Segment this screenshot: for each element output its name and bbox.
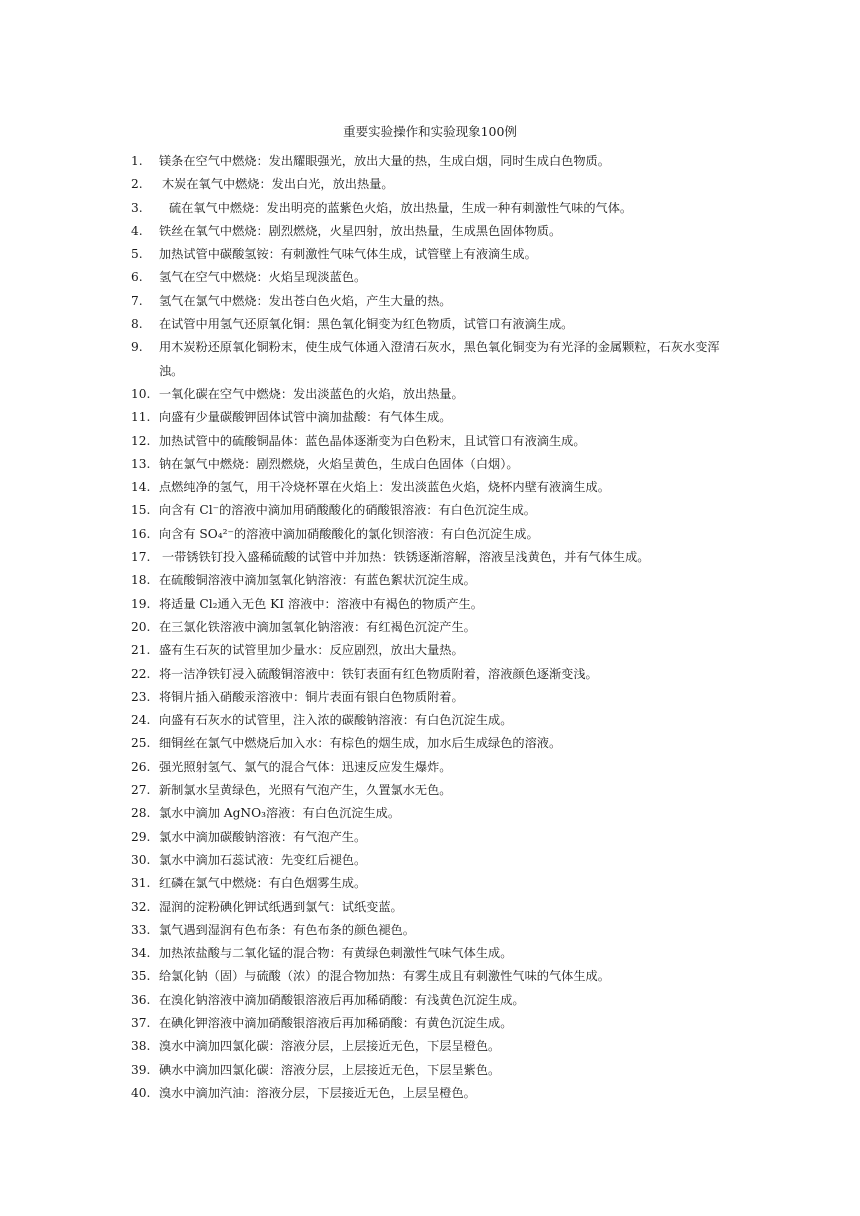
item-number: 9. (131, 340, 143, 355)
list-item (0, 1035, 860, 1058)
item-number: 4. (131, 223, 143, 238)
list-item (0, 336, 860, 383)
item-text: 加热试管中碳酸氢铵：有刺激性气味气体生成，试管壁上有液滴生成。 (159, 247, 537, 262)
list-item (0, 802, 860, 825)
list-item (0, 593, 860, 616)
item-text: 在碘化钾溶液中滴加硝酸银溶液后再加稀硝酸：有黄色沉淀生成。 (159, 1015, 513, 1030)
item-text: 氯水中滴加石蕊试液：先变红后褪色。 (159, 852, 367, 867)
item-text: 用木炭粉还原氧化铜粉末，使生成气体通入澄清石灰水，黑色氧化铜变为有光泽的金属颗粒，石灰水变浑浊。 (159, 340, 720, 378)
list-item (0, 709, 860, 732)
item-number: 27. (131, 783, 151, 798)
list-item (0, 243, 860, 266)
list-item (0, 1082, 860, 1105)
item-text: 红磷在氯气中燃烧：有白色烟雾生成。 (159, 876, 367, 891)
item-text: 新制氯水呈黄绿色，光照有气泡产生，久置氯水无色。 (159, 783, 452, 798)
item-text: 氢气在氯气中燃烧：发出苍白色火焰，产生大量的热。 (159, 293, 452, 308)
list-item (0, 523, 860, 546)
item-text: 氯气遇到湿润有色布条：有色布条的颜色褪色。 (159, 922, 415, 937)
list-item (0, 453, 860, 476)
item-text: 强光照射氢气、氯气的混合气体：迅速反应发生爆炸。 (159, 759, 452, 774)
item-number: 5. (131, 247, 143, 262)
item-number: 2. (131, 177, 143, 192)
list-item (0, 686, 860, 709)
list-item (0, 1012, 860, 1035)
item-text: 氯水中滴加 AgNO₃溶液：有白色沉淀生成。 (159, 806, 401, 821)
item-text: 将一洁净铁钉浸入硫酸铜溶液中：铁钉表面有红色物质附着，溶液颜色逐渐变浅。 (159, 666, 598, 681)
list-item (0, 826, 860, 849)
list-item (0, 779, 860, 802)
list-item (0, 872, 860, 895)
item-text: 硫在氧气中燃烧：发出明亮的蓝紫色火焰，放出热量，生成一种有刺激性气味的气体。 (169, 200, 633, 215)
list-item (0, 942, 860, 965)
item-number: 10. (131, 386, 151, 401)
item-number: 31. (131, 876, 151, 891)
item-number: 26. (131, 759, 151, 774)
item-text: 铁丝在氧气中燃烧：剧烈燃烧，火星四射，放出热量，生成黑色固体物质。 (159, 223, 562, 238)
item-text: 湿润的淀粉碘化钾试纸遇到氯气：试纸变蓝。 (159, 899, 403, 914)
item-number: 30. (131, 852, 151, 867)
list-item (0, 406, 860, 429)
item-text: 钠在氯气中燃烧：剧烈燃烧，火焰呈黄色，生成白色固体（白烟）。 (159, 456, 519, 471)
item-text: 氯水中滴加碳酸钠溶液：有气泡产生。 (159, 829, 367, 844)
item-text: 碘水中滴加四氯化碳：溶液分层，上层接近无色，下层呈紫色。 (159, 1062, 501, 1077)
item-text: 一带锈铁钉投入盛稀硫酸的试管中并加热：铁锈逐渐溶解，溶液呈浅黄色，并有气体生成。 (162, 550, 650, 565)
item-number: 25. (131, 736, 151, 751)
item-number: 21. (131, 643, 151, 658)
item-text: 镁条在空气中燃烧：发出耀眼强光，放出大量的热，生成白烟，同时生成白色物质。 (159, 154, 610, 168)
list-item (0, 150, 860, 173)
list-item (0, 197, 860, 220)
item-number: 8. (131, 317, 143, 332)
item-number: 6. (131, 270, 143, 285)
item-number: 22. (131, 666, 151, 681)
list-item (0, 919, 860, 942)
item-text: 将铜片插入硝酸汞溶液中：铜片表面有银白色物质附着。 (159, 689, 464, 704)
item-text: 加热试管中的硫酸铜晶体：蓝色晶体逐渐变为白色粉末，且试管口有液滴生成。 (159, 433, 586, 448)
item-number: 3. (131, 200, 143, 215)
item-text: 将适量 Cl₂通入无色 KI 溶液中：溶液中有褐色的物质产生。 (159, 596, 483, 611)
list-item (0, 965, 860, 988)
item-text: 一氧化碳在空气中燃烧：发出淡蓝色的火焰，放出热量。 (159, 386, 464, 401)
item-text: 在硫酸铜溶液中滴加氢氧化钠溶液：有蓝色絮状沉淀生成。 (159, 573, 476, 588)
item-number: 20. (131, 619, 151, 634)
document-title: 重要实验操作和实验现象100例 (343, 124, 517, 139)
list-item (0, 732, 860, 755)
item-number: 14. (131, 480, 151, 495)
experiment-list (0, 150, 860, 1105)
item-text: 溴水中滴加四氯化碳：溶液分层，上层接近无色，下层呈橙色。 (159, 1039, 501, 1054)
list-item (0, 616, 860, 639)
list-item (0, 499, 860, 522)
list-item (0, 476, 860, 499)
item-text: 木炭在氧气中燃烧：发出白光，放出热量。 (162, 177, 394, 192)
item-number: 12. (131, 433, 151, 448)
item-number: 29. (131, 829, 151, 844)
list-item (0, 849, 860, 872)
item-text: 向含有 SO₄²⁻的溶液中滴加硝酸酸化的氯化钡溶液：有白色沉淀生成。 (159, 526, 539, 541)
list-item (0, 639, 860, 662)
list-item (0, 663, 860, 686)
item-number: 17. (131, 550, 151, 565)
item-text: 盛有生石灰的试管里加少量水：反应剧烈，放出大量热。 (159, 643, 464, 658)
item-text: 给氯化钠（固）与硫酸（浓）的混合物加热：有雾生成且有刺激性气味的气体生成。 (159, 969, 610, 984)
list-item (0, 266, 860, 289)
item-number: 40. (131, 1085, 151, 1100)
item-text: 细铜丝在氯气中燃烧后加入水：有棕色的烟生成，加水后生成绿色的溶液。 (159, 736, 562, 751)
list-item (0, 173, 860, 196)
item-text: 点燃纯净的氢气，用干冷烧杯罩在火焰上：发出淡蓝色火焰，烧杯内壁有液滴生成。 (159, 480, 610, 495)
item-number: 34. (131, 946, 151, 961)
item-number: 15. (131, 503, 151, 518)
item-text: 加热浓盐酸与二氧化锰的混合物：有黄绿色刺激性气味气体生成。 (159, 946, 513, 961)
list-item (0, 383, 860, 406)
item-number: 38. (131, 1039, 151, 1054)
list-item (0, 313, 860, 336)
item-text: 在试管中用氢气还原氧化铜：黑色氧化铜变为红色物质，试管口有液滴生成。 (159, 317, 574, 332)
list-item (0, 989, 860, 1012)
item-number: 13. (131, 456, 151, 471)
item-number: 39. (131, 1062, 151, 1077)
list-item (0, 569, 860, 592)
item-text: 向盛有石灰水的试管里，注入浓的碳酸钠溶液：有白色沉淀生成。 (159, 713, 513, 728)
item-number: 36. (131, 992, 151, 1007)
list-item (0, 756, 860, 779)
item-text: 向含有 Cl⁻的溶液中滴加用硝酸酸化的硝酸银溶液：有白色沉淀生成。 (159, 503, 536, 518)
item-text: 溴水中滴加汽油：溶液分层，下层接近无色，上层呈橙色。 (159, 1085, 476, 1100)
list-item (0, 1059, 860, 1082)
item-text: 在三氯化铁溶液中滴加氢氧化钠溶液：有红褐色沉淀产生。 (159, 619, 476, 634)
list-item (0, 290, 860, 313)
item-text: 氢气在空气中燃烧：火焰呈现淡蓝色。 (159, 270, 367, 285)
list-item (0, 896, 860, 919)
item-number: 24. (131, 713, 151, 728)
item-text: 在溴化钠溶液中滴加硝酸银溶液后再加稀硝酸：有浅黄色沉淀生成。 (159, 992, 525, 1007)
item-number: 32. (131, 899, 151, 914)
item-number: 28. (131, 806, 151, 821)
item-number: 11. (131, 410, 151, 425)
item-number: 35. (131, 969, 151, 984)
item-number: 7. (131, 293, 143, 308)
item-number: 23. (131, 689, 151, 704)
list-item (0, 220, 860, 243)
item-number: 18. (131, 573, 151, 588)
item-number: 33. (131, 922, 151, 937)
list-item (0, 430, 860, 453)
item-number: 16. (131, 526, 151, 541)
item-number: 1. (131, 154, 143, 168)
list-item (0, 546, 860, 569)
item-number: 37. (131, 1015, 151, 1030)
item-text: 向盛有少量碳酸钾固体试管中滴加盐酸：有气体生成。 (159, 410, 452, 425)
item-number: 19. (131, 596, 151, 611)
